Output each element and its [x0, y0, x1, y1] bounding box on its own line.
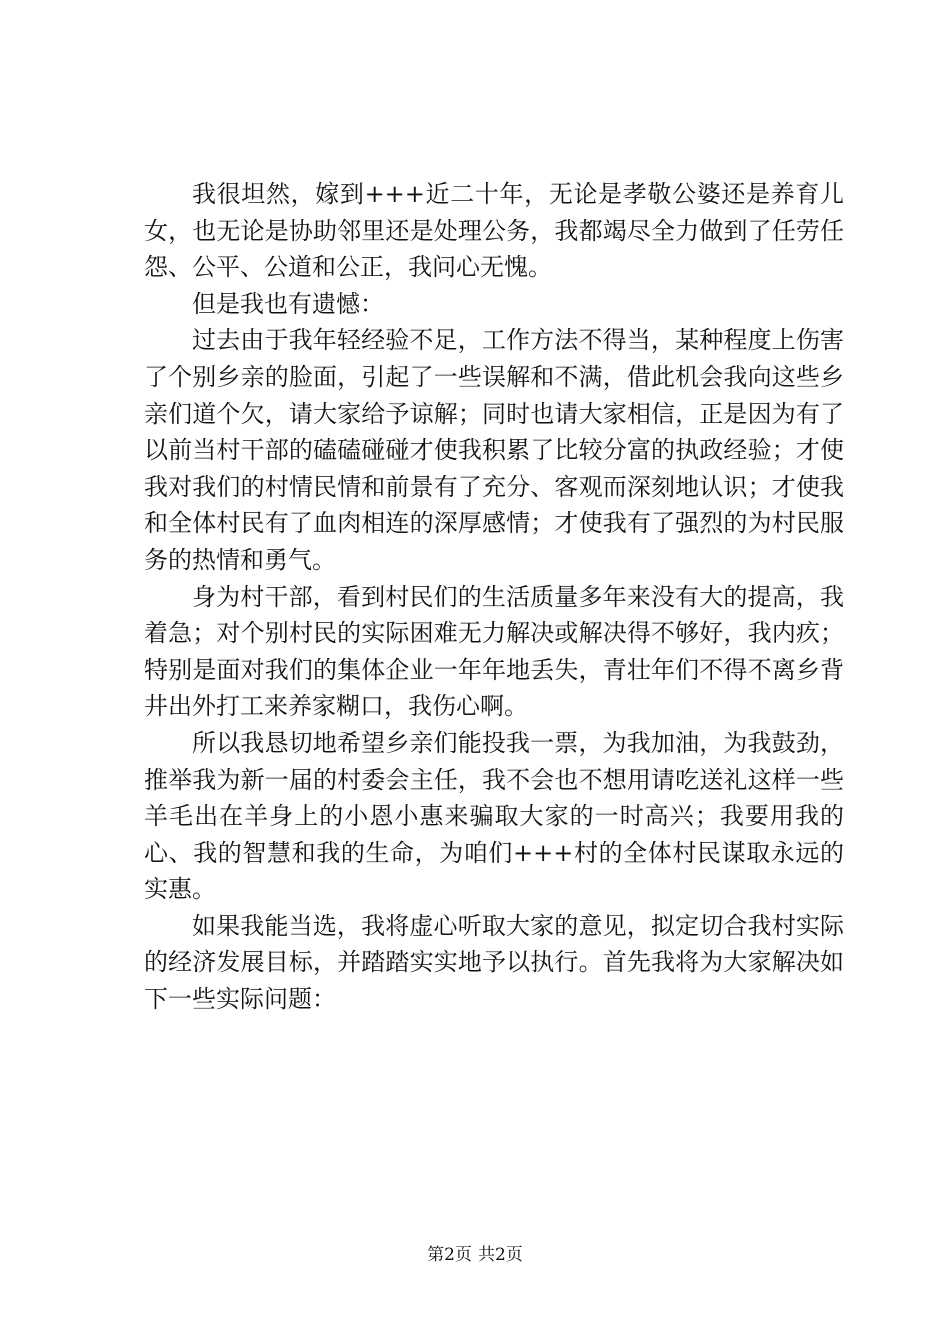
- document-body: [144, 176, 844, 1018]
- paragraph: 如果我能当选，我将虚心听取大家的意见，拟定切合我村实际的经济发展目标，并踏踏实实地予以执行。首先我将为大家解决如下一些实际问题：: [144, 911, 844, 1014]
- paragraph: 我很坦然，嫁到+++近二十年，无论是孝敬公婆还是养育儿女，也无论是协助邻里还是处理公务，我都竭尽全力做到了任劳任怨、公平、公道和公正，我问心无愧。: [144, 180, 844, 282]
- paragraph: 过去由于我年轻经验不足，工作方法不得当，某种程度上伤害了个别乡亲的脸面，引起了一些误解和不满，借此机会我向这些乡亲们道个欠，请大家给予谅解；同时也请大家相信，正是因为有了以前当村干部的磕磕碰碰才使我积累了比较分富的执政经验；才使我对我们的村情民情和前景有了充分、客观而深刻地认识；才使我和全体村民有了血肉相连的深厚感情；才使我有了强烈的为村民服务的热情和勇气。: [144, 326, 844, 574]
- page-total: 共2页: [478, 1245, 523, 1265]
- paragraph: 身为村干部，看到村民们的生活质量多年来没有大的提高，我着急；对个别村民的实际困难无力解决或解决得不够好，我内疚；特别是面对我们的集体企业一年年地丢失，青壮年们不得不离乡背井出外打工来养家糊口，我伤心啊。: [144, 582, 844, 721]
- page-number: 第2页: [427, 1245, 472, 1265]
- paragraph: 所以我恳切地希望乡亲们能投我一票，为我加油，为我鼓劲，推举我为新一届的村委会主任，我不会也不想用请吃送礼这样一些羊毛出在羊身上的小恩小惠来骗取大家的一时高兴；我要用我的心、我的智慧和我的生命，为咱们+++村的全体村民谋取永远的实惠。: [144, 728, 844, 904]
- page-footer: [0, 1243, 950, 1267]
- paragraph: 但是我也有遗憾：: [192, 289, 384, 318]
